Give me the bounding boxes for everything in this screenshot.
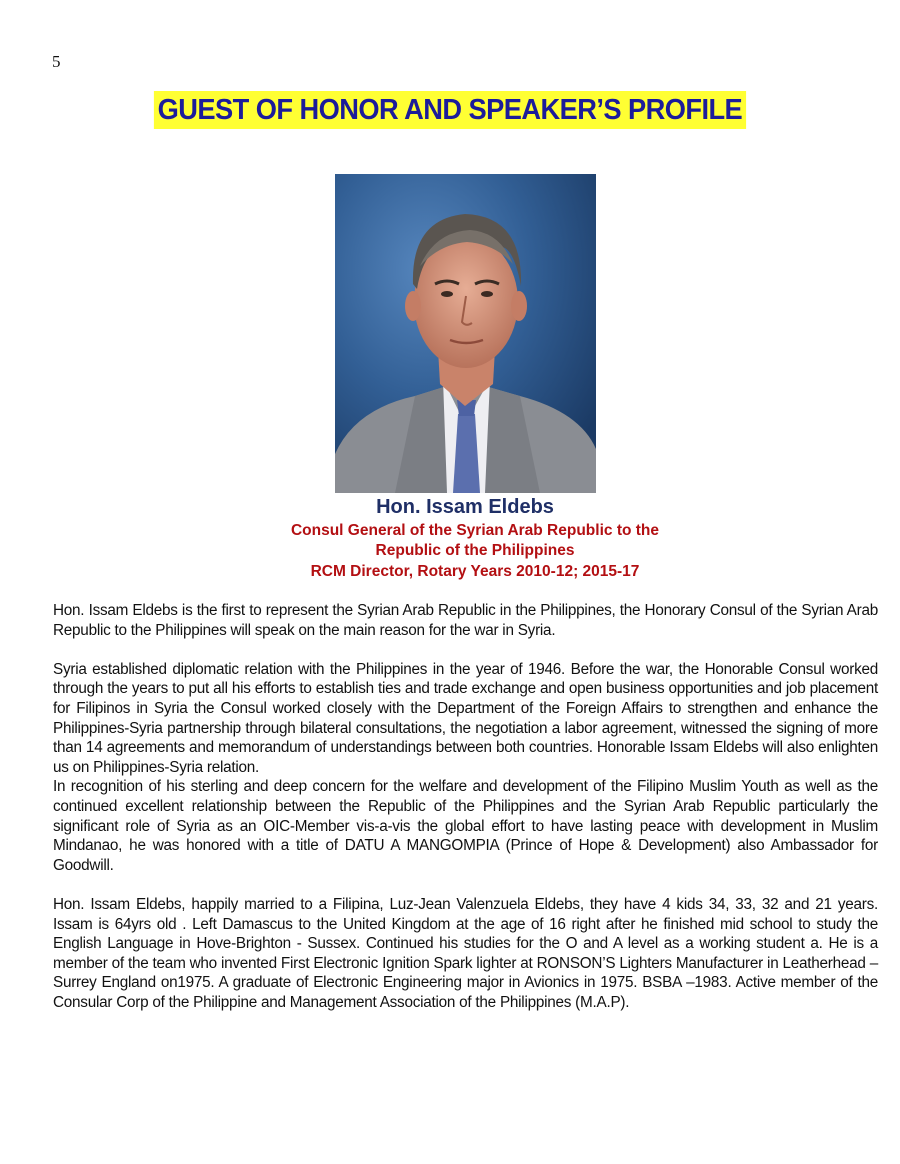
speaker-name: Hon. Issam Eldebs: [376, 496, 554, 518]
paragraph-diplomatic-relations: Syria established diplomatic relation with the Philippines in the year of 1946. Before the war, the Honorable Consul worked through the years to put all his efforts to establish ties and trade exchange and open business opportunities and job placement for Filipinos in Syria the Consul worked closely with the Department of the Foreign Affairs to strengthen and enhance the Philippines-Syria partnership through bilateral consultations, the negotiation a labor agreement, witnessed the signing of more than 14 agreements and memorandum of understandings between both countries. Honorable Issam Eldebs will also enlighten us on Philippines-Syria relation.: [53, 660, 878, 776]
speaker-role-line-1: Consul General of the Syrian Arab Republic to the: [290, 522, 660, 539]
paragraph-recognition: In recognition of his sterling and deep concern for the welfare and development of the Filipino Muslim Youth as well as the continued excellent relationship between the Republic of the Philippines and the Syrian Arab Republic particularly the significant role of Syria as an OIC-Member vis-a-vis the global effort to have lasting peace with development in Muslim Mindanao, he was honored with a title of DATU A MANGOMPIA (Prince of Hope & Development) also Ambassador for Goodwill.: [53, 778, 878, 874]
paragraph-biography: Hon. Issam Eldebs, happily married to a Filipina, Luz-Jean Valenzuela Eldebs, they have 4 kids 34, 33, 32 and 21 years. Issam is 64yrs old . Left Damascus to the United Kingdom at the age of 16 right after he finished mid school to study the English Language in Hove-Brighton - Sussex. Continued his studies for the O and A level as a working student a. He is a member of the team who invented First Electronic Ignition Spark lighter at RONSON’S Lighters Manufacturer in Leatherhead – Surrey England on1975. A graduate of Electronic Engineering major in Avionics in 1975. BSBA –1983. Active member of the Consular Corp of the Philippine and Management Association of the Philippines (M.A.P).: [53, 895, 878, 1011]
title-container: [0, 91, 900, 129]
profile-body: [53, 601, 878, 1012]
page-title: GUEST OF HONOR AND SPEAKER’S PROFILE: [154, 91, 746, 129]
page-number: 5: [52, 52, 61, 71]
paragraph-intro: Hon. Issam Eldebs is the first to represent the Syrian Arab Republic in the Philippines, the Honorary Consul of the Syrian Arab Republic to the Philippines will speak on the main reason for the war in Syria.: [53, 602, 878, 639]
speaker-role-line-2: Republic of the Philippines: [375, 542, 575, 559]
speaker-photo: [335, 174, 596, 493]
speaker-role-line-3: RCM Director, Rotary Years 2010-12; 2015-17: [310, 563, 640, 580]
